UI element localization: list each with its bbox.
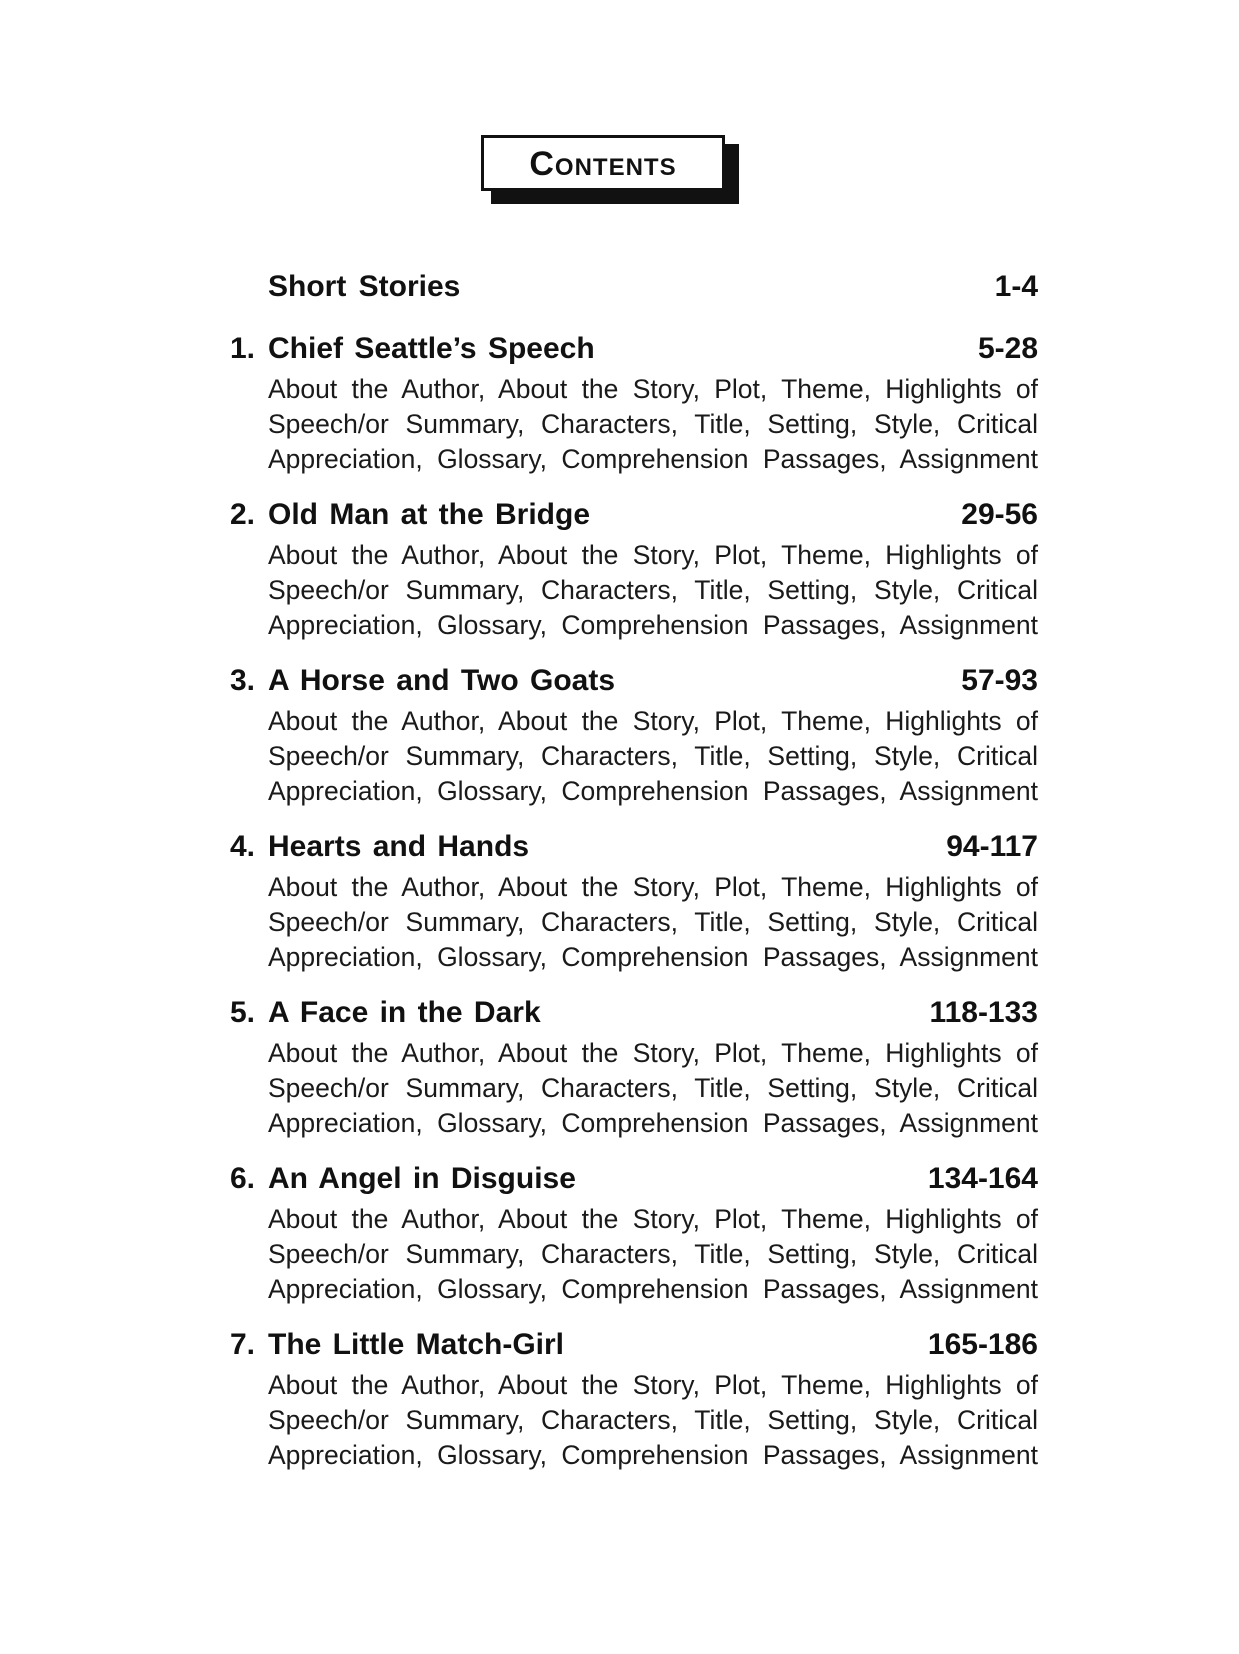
- entry-description-line: Appreciation, Glossary, Comprehension Passages, Assignment: [268, 1108, 1038, 1138]
- entry-description-line: Speech/or Summary, Characters, Title, Setting, Style, Critical: [268, 1405, 1038, 1435]
- entry-header: [230, 830, 1038, 870]
- toc-entry: [230, 664, 1038, 809]
- entry-description-line: Speech/or Summary, Characters, Title, Setting, Style, Critical: [268, 1239, 1038, 1269]
- entry-description-line: About the Author, About the Story, Plot, Theme, Highlights of: [268, 1204, 1038, 1234]
- entry-page-range: 134-164: [927, 1162, 1038, 1195]
- entry-description-line: Appreciation, Glossary, Comprehension Passages, Assignment: [268, 776, 1038, 806]
- entry-header: [230, 996, 1038, 1036]
- entry-description-line: Appreciation, Glossary, Comprehension Passages, Assignment: [268, 1440, 1038, 1470]
- entry-number: 6.: [230, 1162, 256, 1195]
- entry-title: Old Man at the Bridge: [268, 498, 591, 531]
- entry-number: 4.: [230, 830, 256, 863]
- entry-number: 5.: [230, 996, 256, 1029]
- entry-description-line: About the Author, About the Story, Plot, Theme, Highlights of: [268, 1370, 1038, 1400]
- entry-description-line: Speech/or Summary, Characters, Title, Setting, Style, Critical: [268, 741, 1038, 771]
- entry-description-line: Appreciation, Glossary, Comprehension Passages, Assignment: [268, 942, 1038, 972]
- section-heading: [230, 270, 1038, 310]
- entry-title: A Face in the Dark: [268, 996, 541, 1029]
- entry-description-line: About the Author, About the Story, Plot, Theme, Highlights of: [268, 1038, 1038, 1068]
- entry-description-line: Appreciation, Glossary, Comprehension Passages, Assignment: [268, 1274, 1038, 1304]
- entry-description-line: About the Author, About the Story, Plot, Theme, Highlights of: [268, 706, 1038, 736]
- entry-description-line: Appreciation, Glossary, Comprehension Passages, Assignment: [268, 444, 1038, 474]
- toc-entry: [230, 1328, 1038, 1473]
- entry-page-range: 118-133: [929, 996, 1038, 1029]
- entry-title: Hearts and Hands: [268, 830, 530, 863]
- entry-page-range: 165-186: [927, 1328, 1038, 1361]
- entry-title: A Horse and Two Goats: [268, 664, 616, 697]
- entry-page-range: 57-93: [961, 664, 1038, 697]
- entry-description-line: Speech/or Summary, Characters, Title, Setting, Style, Critical: [268, 575, 1038, 605]
- entry-description-line: About the Author, About the Story, Plot, Theme, Highlights of: [268, 374, 1038, 404]
- contents-title-frame: [481, 135, 741, 205]
- toc-entry: [230, 1162, 1038, 1307]
- entry-description-line: Speech/or Summary, Characters, Title, Setting, Style, Critical: [268, 1073, 1038, 1103]
- toc-entry: [230, 996, 1038, 1141]
- entry-header: [230, 498, 1038, 538]
- entry-number: 3.: [230, 664, 256, 697]
- entry-number: 1.: [230, 332, 256, 365]
- entry-page-range: 94-117: [946, 830, 1038, 863]
- entry-number: 2.: [230, 498, 256, 531]
- entry-number: 7.: [230, 1328, 256, 1361]
- page-title: Contents: [529, 145, 677, 183]
- entry-title: An Angel in Disguise: [268, 1162, 576, 1195]
- section-label: Short Stories: [268, 270, 461, 303]
- section-page-range: 1-4: [994, 270, 1038, 303]
- entry-header: [230, 332, 1038, 372]
- table-of-contents: [230, 270, 1038, 1494]
- entry-header: [230, 1162, 1038, 1202]
- entry-description-line: About the Author, About the Story, Plot, Theme, Highlights of: [268, 872, 1038, 902]
- toc-entry: [230, 498, 1038, 643]
- title-box: [481, 135, 725, 191]
- toc-entry: [230, 830, 1038, 975]
- entry-header: [230, 664, 1038, 704]
- entry-page-range: 29-56: [961, 498, 1038, 531]
- entry-title: Chief Seattle’s Speech: [268, 332, 595, 365]
- entry-description-line: Speech/or Summary, Characters, Title, Setting, Style, Critical: [268, 907, 1038, 937]
- entry-page-range: 5-28: [977, 332, 1038, 365]
- entry-header: [230, 1328, 1038, 1368]
- entry-description-line: Appreciation, Glossary, Comprehension Passages, Assignment: [268, 610, 1038, 640]
- entry-description-line: About the Author, About the Story, Plot, Theme, Highlights of: [268, 540, 1038, 570]
- entry-description-line: Speech/or Summary, Characters, Title, Setting, Style, Critical: [268, 409, 1038, 439]
- entry-title: The Little Match-Girl: [268, 1328, 565, 1361]
- toc-entry: [230, 332, 1038, 477]
